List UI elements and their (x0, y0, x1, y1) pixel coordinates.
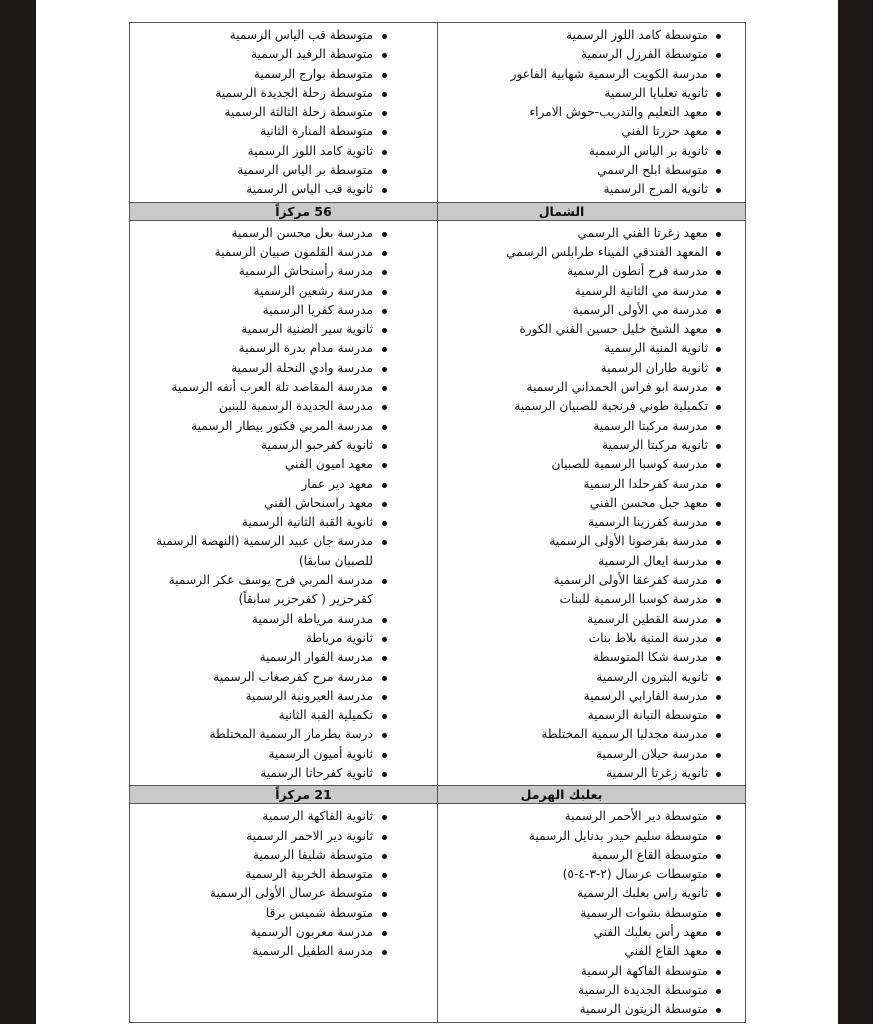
list-item: مدرسة وادي النحلة الرسمية (130, 359, 437, 378)
list-item: متوسطة قب الياس الرسمية (130, 26, 437, 45)
list-item: معهد اميون الفني (130, 455, 437, 474)
list-item: متوسطة الرفيد الرسمية (130, 45, 437, 64)
list-item: تكميلية طوني فرنجية للصبيان الرسمية (438, 397, 745, 416)
list-item: ثانوية المنية الرسمية (438, 339, 745, 358)
center-count: 21 مركزاً (275, 787, 332, 803)
list-item: درسة بطرماز الرسمية المختلطة (130, 725, 437, 744)
right-column-cell (438, 23, 746, 203)
list-item: مدرسة المقاصد تلة العرب أنفه الرسمية (130, 378, 437, 397)
list-item: مدرسة ايعال الرسمية (438, 552, 745, 571)
list-item: ثانوية مرياطة (130, 629, 437, 648)
list-item: معهد القاع الفني (438, 942, 745, 961)
region-name-cell (438, 786, 746, 804)
list-item: متوسطة زحلة الثالثة الرسمية (130, 103, 437, 122)
list-item: مدرسة كفرعقا الأولى الرسمية (438, 571, 745, 590)
list-item: المعهد الفندقي الميناء طرابلس الرسمي (438, 243, 745, 262)
list-item: ثانوية الفاكهة الرسمية (130, 807, 437, 826)
list-item: معهد التعليم والتدريب-حوش الامراء (438, 103, 745, 122)
list-item: مدرسة مدام بدرة الرسمية (130, 339, 437, 358)
list-item: مدرسة جان عبيد الرسمية (النهضة الرسمية للصبيان سابقا) (130, 532, 437, 571)
list-item: متوسطة المنارة الثانية (130, 122, 437, 141)
list-item: مدرسة مجدليا الرسمية المختلطة (438, 725, 745, 744)
center-count-cell (130, 202, 438, 220)
list-item: معهد دير عمار (130, 475, 437, 494)
schools-table (129, 22, 746, 1023)
left-column-cell (130, 220, 438, 786)
list-item: ثانوية دير الاحمر الرسمية (130, 827, 437, 846)
list-item: مدرسة الفارابي الرسمية (438, 687, 745, 706)
list-item: مدرسة المنية بلاط بنات (438, 629, 745, 648)
list-item: ثانوية كفرحاتا الرسمية (130, 764, 437, 783)
list-item: مدرسة بعل محسن الرسمية (130, 224, 437, 243)
list-item: معهد جبل محسن الفني (438, 494, 745, 513)
list-item: ثانوية زغرتا الرسمية (438, 764, 745, 783)
school-list (130, 221, 437, 786)
region-name: بعلبك الهرمل (520, 787, 603, 803)
list-item: مدرسة كفرحلدا الرسمية (438, 475, 745, 494)
list-item: ثانوية تعلبايا الرسمية (438, 84, 745, 103)
list-item: معهد زغرتا الفني الرسمي (438, 224, 745, 243)
right-column-cell (438, 220, 746, 786)
list-item: ثانوية مركبتا الرسمية (438, 436, 745, 455)
list-item: متوسطة بر الياس الرسمية (130, 161, 437, 180)
list-item: متوسطة كامد اللوز الرسمية (438, 26, 745, 45)
region-list-row (130, 23, 746, 203)
list-item: ثانوية راس بعلبك الرسمية (438, 884, 745, 903)
region-header-row (130, 202, 746, 220)
list-item: مدرسة الكويت الرسمية شهابية الفاعور (438, 65, 745, 84)
list-item: متوسطة الفرزل الرسمية (438, 45, 745, 64)
list-item: مدرسة القلمون صبيان الرسمية (130, 243, 437, 262)
list-item: متوسطة الجديدة الرسمية (438, 981, 745, 1000)
list-item: ثانوية طاران الرسمية (438, 359, 745, 378)
list-item: متوسطة بوارج الرسمية (130, 65, 437, 84)
list-item: معهد حزرتا الفني (438, 122, 745, 141)
list-item: معهد راسنحاش الفني (130, 494, 437, 513)
list-item: متوسطة القاع الرسمية (438, 846, 745, 865)
school-list (438, 221, 745, 786)
list-item: مدرسة المربي فكتور بيطار الرسمية (130, 417, 437, 436)
list-item: مدرسة الطفيل الرسمية (130, 942, 437, 961)
list-item: مدرسة حيلان الرسمية (438, 745, 745, 764)
school-list (438, 804, 745, 1021)
list-item: مدرسة المربي فرح يوسف عكر الرسمية كفرحزير ( كفرحزير سابقاً) (130, 571, 437, 610)
list-item: مدرسة كوسبا الرسمية للصبيان (438, 455, 745, 474)
list-item: مدرسة بقرصونا الأولى الرسمية (438, 532, 745, 551)
list-item: معهد الشيخ خليل حسين الفني الكورة (438, 320, 745, 339)
list-item: مدرسة فرح أنطون الرسمية (438, 262, 745, 281)
list-item: متوسطة دير الأحمر الرسمية (438, 807, 745, 826)
school-list (130, 804, 437, 963)
list-item: معهد رأس بعلبك الفني (438, 923, 745, 942)
list-item: ثانوية المرج الرسمية (438, 180, 745, 199)
list-item: متوسطة الزيتون الرسمية (438, 1000, 745, 1019)
list-item: مدرسة رأسنحاش الرسمية (130, 262, 437, 281)
list-item: متوسطة عرسال الأولى الرسمية (130, 884, 437, 903)
list-item: ثانوية البترون الرسمية (438, 668, 745, 687)
list-item: مدرسة شكا المتوسطة (438, 648, 745, 667)
left-column-cell (130, 804, 438, 1022)
list-item: مدرسة كفرزينا الرسمية (438, 513, 745, 532)
list-item: ثانوية سير الضنية الرسمية (130, 320, 437, 339)
list-item: مدرسة كفريا الرسمية (130, 301, 437, 320)
list-item: مدرسة العيرونية الرسمية (130, 687, 437, 706)
list-item: مدرسة كوسبا الرسمية للبنات (438, 590, 745, 609)
list-item: مدرسة مركبتا الرسمية (438, 417, 745, 436)
list-item: مدرسة الفوار الرسمية (130, 648, 437, 667)
list-item: مدرسة مي الثانية الرسمية (438, 282, 745, 301)
list-item: مدرسة الجديدة الرسمية للبنين (130, 397, 437, 416)
list-item: متوسطة الخربية الرسمية (130, 865, 437, 884)
list-item: متوسطة التبانة الرسمية (438, 706, 745, 725)
list-item: ثانوية قب الياس الرسمية (130, 180, 437, 199)
list-item: متوسطة ابلح الرسمي (438, 161, 745, 180)
list-item: مدرسة مرح كفرصغاب الرسمية (130, 668, 437, 687)
list-item: مدرسة القطين الرسمية (438, 610, 745, 629)
list-item: متوسطة الفاكهة الرسمية (438, 962, 745, 981)
list-item: مدرسة ابو فراس الحمداني الرسمية (438, 378, 745, 397)
list-item: ثانوية بر الياس الرسمية (438, 142, 745, 161)
left-column-cell (130, 23, 438, 203)
region-list-row (130, 804, 746, 1022)
list-item: مدرسة معربون الرسمية (130, 923, 437, 942)
center-count-cell (130, 786, 438, 804)
right-column-cell (438, 804, 746, 1022)
list-item: مدرسة مرياطة الرسمية (130, 610, 437, 629)
region-name-cell (438, 202, 746, 220)
list-item: متوسطة سليم حيدر بدنايل الرسمية (438, 827, 745, 846)
center-count: 56 مركزاً (275, 203, 332, 219)
list-item: متوسطة شميس برقا (130, 904, 437, 923)
list-item: مدرسة رشعين الرسمية (130, 282, 437, 301)
list-item: ثانوية كامد اللوز الرسمية (130, 142, 437, 161)
list-item: ثانوية القبة الثانية الرسمية (130, 513, 437, 532)
list-item: متوسطة زحلة الجديدة الرسمية (130, 84, 437, 103)
list-item: ثانوية كفرحبو الرسمية (130, 436, 437, 455)
list-item: مدرسة مي الأولى الرسمية (438, 301, 745, 320)
list-item: متوسطة شليفا الرسمية (130, 846, 437, 865)
school-list (130, 23, 437, 202)
region-list-row (130, 220, 746, 786)
list-item: ثانوية أميون الرسمية (130, 745, 437, 764)
list-item: متوسطات عرسال (٢-٣-٤-٥) (438, 865, 745, 884)
school-list (438, 23, 745, 202)
list-item: تكميلية القبة الثانية (130, 706, 437, 725)
list-item: متوسطة بشوات الرسمية (438, 904, 745, 923)
table-body (130, 23, 746, 1023)
region-name: الشمال (538, 203, 585, 219)
region-header-row (130, 786, 746, 804)
